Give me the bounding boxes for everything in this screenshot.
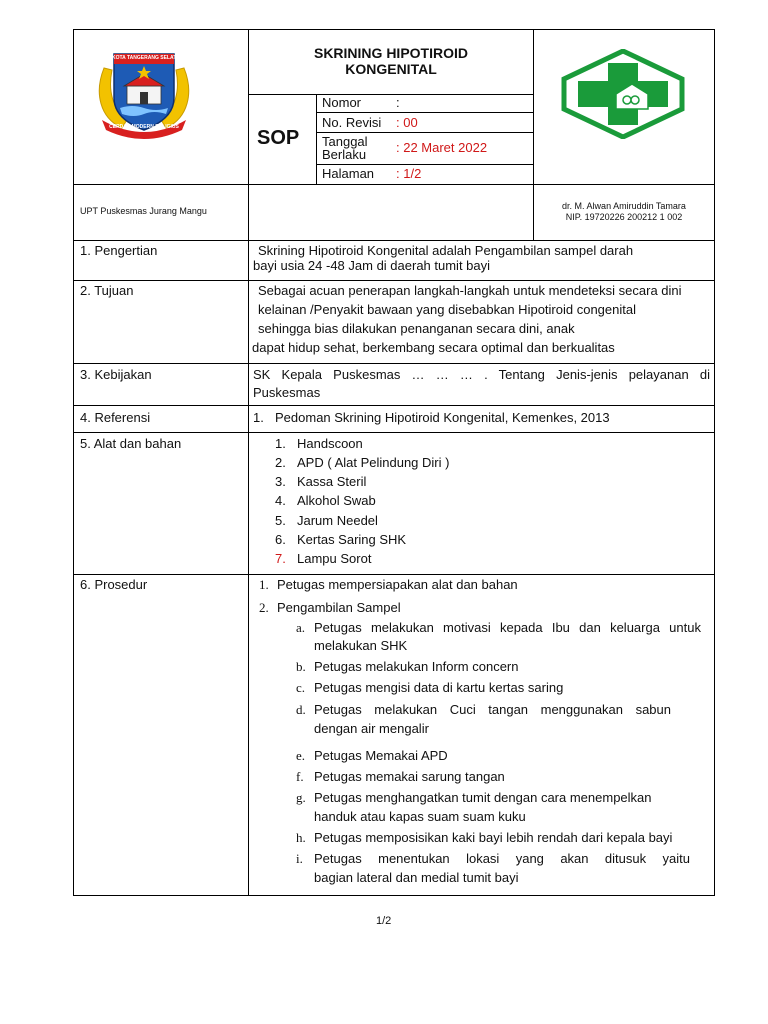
alat-item: 3. Kassa Steril [275,474,367,489]
prosedur-substep: e. [296,748,306,763]
prosedur-substep: g. [296,790,306,805]
tujuan-line-3: sehingga bias dilakukan penanganan secara dini, anak [258,321,575,336]
prosedur-substep-text: handuk atau kapas suam suam kuku [314,809,526,824]
referensi-num: 1. [253,410,264,425]
prosedur-substep-text: bagian lateral dan medial tumit bayi [314,870,519,885]
pengertian-line-1: Skrining Hipotiroid Kongenital adalah Pengambilan sampel darah [258,243,634,258]
meta-revisi-value: : 00 [396,115,418,130]
emblem-bottom-text: CERDAS MODERN RELIGIUS [109,124,179,130]
prosedur-substep: a. [296,620,306,635]
referensi-text: Pedoman Skrining Hipotiroid Kongenital, Kemenkes, 2013 [275,410,610,425]
alat-item: 1. Handscoon [275,436,363,451]
title-line-2: KONGENITAL [345,61,437,77]
prosedur-substep: d. [296,702,306,717]
title-line-1: SKRINING HIPOTIROID [313,45,468,61]
meta-tanggal-label-2: Berlaku [322,147,367,162]
prosedur-substep: c. [296,680,306,695]
meta-nomor-label: Nomor [322,95,362,110]
prosedur-substep-text: melakukan SHK [314,638,408,653]
tujuan-label: 2. Tujuan [80,283,134,298]
meta-revisi-label: No. Revisi [322,115,382,130]
tujuan-line-2: kelainan /Penyakit bawaan yang disebabkan Hipotiroid congenital [258,302,636,317]
prosedur-substep-text: Petugas menghangatkan tumit dengan cara menempelkan [314,790,652,805]
signatory-block [534,201,714,223]
alat-item: 7. Lampu Sorot [275,551,372,566]
referensi-label: 4. Referensi [80,410,151,425]
prosedur-substep: b. [296,659,306,674]
prosedur-substep-text: Petugas melakukan Cuci tangan menggunakan sabun [314,702,671,717]
alat-item: 6. Kertas Saring SHK [275,532,407,547]
prosedur-label: 6. Prosedur [80,577,148,592]
prosedur-substep-text: dengan air mengalir [314,721,429,736]
pengertian-label: 1. Pengertian [80,243,158,258]
meta-tanggal-value: : 22 Maret 2022 [396,140,488,155]
signatory-nip: NIP. 19720226 200212 1 002 [565,212,683,222]
kebijakan-line-1: SK Kepala Puskesmas … … … . Tentang Jenis-jenis pelayanan di [253,367,710,382]
prosedur-substep: f. [296,769,304,784]
prosedur-substep-text: Petugas menentukan lokasi yang akan ditusuk yaitu [314,851,690,866]
prosedur-substep: i. [296,851,303,866]
prosedur-substep: h. [296,830,306,845]
pengertian-line-2: bayi usia 24 -48 Jam di daerah tumit bayi [253,258,491,273]
unit-name: UPT Puskesmas Jurang Mangu [80,206,207,216]
tujuan-line-1: Sebagai acuan penerapan langkah-langkah untuk mendeteksi secara dini [258,283,682,298]
alat-label: 5. Alat dan bahan [80,436,182,451]
sop-label: SOP [257,127,300,149]
signatory-name: dr. M. Alwan Amiruddin Tamara [562,201,686,211]
prosedur-substep-text: Petugas Memakai APD [314,748,448,763]
alat-item: 2. APD ( Alat Pelindung Diri ) [275,455,450,470]
referensi-item [253,410,610,426]
meta-halaman-label: Halaman [322,166,375,181]
kebijakan-line-2: Puskesmas [253,385,321,400]
meta-nomor-value: : [396,95,400,110]
document-title [249,45,533,77]
meta-tanggal-label-1: Tanggal [322,134,368,149]
page-number: 1/2 [376,915,392,927]
prosedur-substep-text: Petugas melakukan Inform concern [314,659,519,674]
prosedur-step-2: 2. Pengambilan Sampel [259,600,401,615]
alat-item: 5. Jarum Needel [275,513,378,528]
prosedur-substep-text: Petugas memposisikan kaki bayi lebih rendah dari kepala bayi [314,830,673,845]
emblem-top-text: KOTA TANGERANG SELATAN [112,55,184,61]
prosedur-substep-text: Petugas memakai sarung tangan [314,769,505,784]
tujuan-line-4: dapat hidup sehat, berkembang secara optimal dan berkualitas [252,340,615,355]
meta-halaman-value: : 1/2 [396,166,422,181]
prosedur-substep-text: Petugas mengisi data di kartu kertas saring [314,680,564,695]
alat-item: 4. Alkohol Swab [275,493,376,508]
puskesmas-cross-icon [558,49,688,139]
prosedur-substep-text: Petugas melakukan motivasi kepada Ibu dan keluarga untuk [314,620,701,635]
prosedur-step-1: 1. Petugas mempersiapakan alat dan bahan [259,577,518,592]
kebijakan-label: 3. Kebijakan [80,367,152,382]
